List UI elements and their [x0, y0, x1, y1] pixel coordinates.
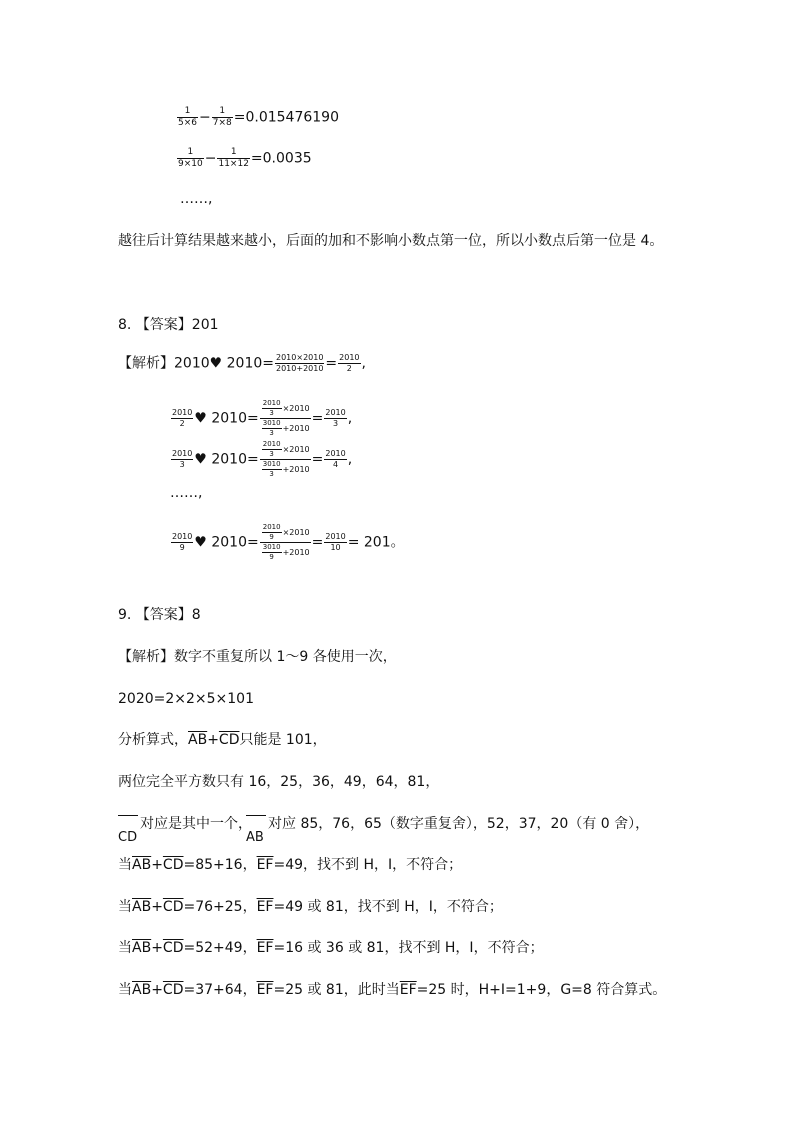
q8-line-1: 【解析】2010♥ 2010= $\frac{2010\times 2010}{2010+2010}$ = $\frac{2010}{2}$ , [118, 353, 366, 373]
fraction: $\frac{2010}{10}$ [325, 532, 346, 552]
q8-line-2: $\frac{2010}{2}$ ♥ 2010= $\frac{2010}{3}$ ×2010 $\frac{3010}{3}$ +2010 = $\frac{2010}{3}$ , [172, 399, 353, 437]
complex-fraction: $\frac{2010}{9}$ ×2010 $\frac{3010}{9}$ +2010 [260, 524, 311, 561]
fraction: $\frac{2010}{2}$ [339, 353, 360, 373]
fraction: $\frac{2010}{9}$ [172, 532, 193, 552]
fraction: $\frac{2010}{3}$ [172, 449, 193, 469]
q9-answer: 9. 【答案】8 [118, 607, 201, 623]
fraction: $\frac{2010}{2}$ [172, 408, 193, 428]
q9-case-4: 当$\overline{AB}+\overline{CD}=37+64$，$\overline{EF}=25$ 或 81，此时当$\overline{EF}=25$ 时，H+I=1+9，G=8 符合算式。 [118, 982, 667, 998]
q9-case-1: 当$\overline{AB}+\overline{CD}=85+16$，$\overline{EF}=49$，找不到 H，I，不符合； [118, 857, 463, 873]
q8-line-4: $\frac{2010}{9}$ ♥ 2010= $\frac{2010}{9}$ ×2010 $\frac{3010}{9}$ +2010 = $\frac{2010}{10}$ = 201。 [172, 523, 405, 561]
fraction: $\frac{1}{11\times 12}$ [218, 147, 249, 169]
fraction: $\frac{2010}{4}$ [325, 449, 346, 469]
q9-corr-text-2: 对应 85，76，65（数字重复舍），52，37，20（有 0 舍）， [268, 816, 650, 832]
ab-label: AB [246, 815, 266, 845]
q9-factorization: 2020=2×2×5×101 [118, 691, 254, 707]
ellipsis: ……, [170, 485, 203, 501]
q8-line-3: $\frac{2010}{3}$ ♥ 2010= $\frac{2010}{3}$ ×2010 $\frac{3010}{3}$ +2010 = $\frac{2010}{4}$ , [172, 440, 353, 478]
formula-line-1: $\frac{1}{5\times 6}$ − $\frac{1}{7\times 8}$ =0.015476190 [178, 106, 339, 128]
q8-answer: 8. 【答案】201 [118, 317, 219, 333]
fraction: $\frac{1}{5\times 6}$ [178, 106, 197, 128]
q9-analysis-intro: 【解析】数字不重复所以 1～9 各使用一次， [118, 649, 397, 665]
cd-label: CD [118, 815, 138, 845]
fraction: $\frac{1}{7\times 8}$ [212, 106, 232, 128]
result-text: =0.015476190 [233, 109, 339, 126]
fraction: $\frac{1}{9\times 10}$ [178, 147, 203, 169]
conclusion-text: 越往后计算结果越来越小，后面的加和不影响小数点第一位，所以小数点后第一位是 4。 [118, 233, 664, 249]
result-text: =0.0035 [250, 150, 312, 167]
q9-corr-text-1: 对应是其中一个， [140, 816, 252, 832]
ellipsis: ……, [180, 191, 213, 207]
fraction: $\frac{2010}{3}$ [325, 408, 346, 428]
fraction: $\frac{2010\times 2010}{2010+2010}$ [276, 353, 324, 373]
q9-case-3: 当$\overline{AB}+\overline{CD}=52+49$，$\overline{EF}=16$ 或 36 或 81，找不到 H，I，不符合； [118, 940, 544, 956]
complex-fraction: $\frac{2010}{3}$ ×2010 $\frac{3010}{3}$ +2010 [260, 441, 311, 478]
q9-squares: 两位完全平方数只有 16，25，36，49，64，81， [118, 774, 440, 790]
complex-fraction: $\frac{2010}{3}$ ×2010 $\frac{3010}{3}$ +2010 [260, 400, 311, 437]
q9-case-2: 当$\overline{AB}+\overline{CD}=76+25$，$\overline{EF}=49$ 或 81，找不到 H，I，不符合； [118, 899, 503, 915]
formula-line-2: $\frac{1}{9\times 10}$ − $\frac{1}{11\times 12}$ =0.0035 [178, 147, 312, 169]
q9-analysis: 分析算式，$\overline{AB}+\overline{CD}$只能是 101， [118, 732, 327, 748]
